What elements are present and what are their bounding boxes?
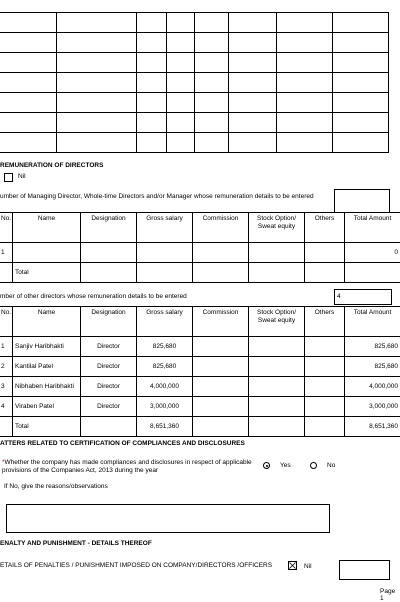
cell-stock: [249, 377, 305, 397]
check-x-icon: [289, 562, 296, 569]
table-cell: [277, 73, 333, 93]
table-cell: [167, 113, 195, 133]
table-cell: [333, 133, 389, 153]
column-header: Total Amount: [345, 213, 400, 243]
table-cell: [137, 13, 167, 33]
md-prompt: umber of Managing Director, Whole-time Directors and/or Manager whose remuneration details to be entered: [0, 193, 314, 200]
cell-designation: Director: [81, 377, 137, 397]
cell-gross: 825,680: [137, 357, 193, 377]
table-cell: [277, 33, 333, 53]
table-cell: [57, 133, 137, 153]
cell-stock: [249, 243, 305, 263]
required-marker: *: [2, 459, 5, 466]
table-row: [0, 53, 389, 73]
cell-commission: [193, 243, 249, 263]
table-cell: [249, 417, 305, 437]
table-row: [0, 337, 400, 357]
other-count-field[interactable]: 4: [334, 289, 392, 305]
cell-name: Nibhaben Haribhakti: [13, 377, 81, 397]
table-cell: [137, 73, 167, 93]
cell-gross: 4,000,000: [137, 377, 193, 397]
column-header: Name: [13, 213, 81, 243]
table-cell: [57, 53, 137, 73]
cell-no: 4: [0, 397, 13, 417]
table-cell: [229, 133, 277, 153]
md-remuneration-table: [0, 212, 400, 283]
table-row: [0, 243, 400, 263]
column-header: Designation: [81, 213, 137, 243]
cell-commission: [193, 377, 249, 397]
table-cell: [57, 93, 137, 113]
column-header: No.: [0, 307, 13, 337]
no-label: No: [327, 462, 335, 469]
cell-name: Sanjiv Haribhakti: [13, 337, 81, 357]
table-row: [0, 133, 389, 153]
cell-gross: 825,680: [137, 337, 193, 357]
total-cell: Total: [13, 417, 81, 437]
table-cell: [137, 133, 167, 153]
table-cell: [167, 133, 195, 153]
md-total-label: Total: [13, 263, 81, 283]
table-row: [0, 93, 389, 113]
table-row: [0, 13, 389, 33]
cell-designation: Director: [81, 337, 137, 357]
cell-no: 1: [0, 243, 13, 263]
table-cell: [167, 13, 195, 33]
compliance-question-text: Whether the company has made compliances and disclosures in respect of applicable provisions of the Companies Act, 2013 during the year: [2, 459, 252, 474]
column-header: Name: [13, 307, 81, 337]
table-cell: [57, 13, 137, 33]
table-cell: [0, 73, 57, 93]
penalty-nil-label: Nil: [304, 563, 312, 570]
cell-stock: [249, 337, 305, 357]
table-cell: [333, 53, 389, 73]
column-header: Commission: [193, 213, 249, 243]
nil-label: Nil: [18, 173, 26, 180]
other-remuneration-table: [0, 306, 400, 437]
table-cell: [195, 113, 229, 133]
table-row: [0, 357, 400, 377]
table-cell: [229, 13, 277, 33]
cell-others: [305, 337, 345, 357]
table-row: [0, 377, 400, 397]
table-cell: [277, 133, 333, 153]
cell-total: 3,000,000: [345, 397, 400, 417]
remuneration-heading: REMUNERATION OF DIRECTORS: [0, 162, 103, 169]
table-cell: [81, 417, 137, 437]
cell-total: 825,680: [345, 337, 400, 357]
page-number: Page 1: [380, 588, 400, 602]
total-cell: 8,651,360: [345, 417, 400, 437]
table-cell: [57, 113, 137, 133]
cell-commission: [193, 357, 249, 377]
cell-others: [305, 243, 345, 263]
table-cell: [167, 53, 195, 73]
column-header: Others: [305, 213, 345, 243]
yes-radio[interactable]: [263, 462, 270, 469]
cell-others: [305, 377, 345, 397]
cell-commission: [193, 337, 249, 357]
table-cell: [229, 53, 277, 73]
table-cell: [195, 133, 229, 153]
cell-total: 825,680: [345, 357, 400, 377]
cell-no: 2: [0, 357, 13, 377]
table-row: [0, 397, 400, 417]
cell-name: [13, 243, 81, 263]
nil-checkbox[interactable]: [4, 173, 13, 182]
table-cell: [193, 417, 249, 437]
cell-no: 3: [0, 377, 13, 397]
cell-total: 0: [345, 243, 400, 263]
reasons-label: If No, give the reasons/observations: [4, 483, 108, 490]
table-cell: [229, 93, 277, 113]
column-header: Gross salary: [137, 213, 193, 243]
column-header: No.: [0, 213, 13, 243]
table-cell: [229, 73, 277, 93]
table-cell: [195, 93, 229, 113]
penalty-heading: ENALTY AND PUNISHMENT - DETAILS THEREOF: [0, 540, 152, 547]
compliance-heading: ATTERS RELATED TO CERTIFICATION OF COMPLIANCES AND DISCLOSURES: [0, 440, 245, 447]
penalty-nil-checkbox[interactable]: [288, 561, 297, 570]
column-header: Gross salary: [137, 307, 193, 337]
compliance-question: [2, 459, 258, 475]
cell-others: [305, 357, 345, 377]
table-cell: [137, 33, 167, 53]
table-cell: [137, 113, 167, 133]
table-cell: [0, 133, 57, 153]
table-cell: [137, 93, 167, 113]
table-cell: [305, 417, 345, 437]
penalty-value-field[interactable]: [339, 560, 390, 580]
top-table: [0, 12, 389, 153]
table-cell: [333, 33, 389, 53]
table-row: [0, 113, 389, 133]
column-header: Commission: [193, 307, 249, 337]
table-cell: [277, 13, 333, 33]
table-cell: [277, 93, 333, 113]
column-header: Total Amount: [345, 307, 400, 337]
cell-total: 4,000,000: [345, 377, 400, 397]
cell-gross: 3,000,000: [137, 397, 193, 417]
table-cell: [277, 53, 333, 73]
total-cell: 8,651,360: [137, 417, 193, 437]
cell-designation: [81, 243, 137, 263]
table-cell: [167, 93, 195, 113]
table-cell: [333, 13, 389, 33]
penalty-details-label: ETAILS OF PENALTIES / PUNISHMENT IMPOSED ON COMPANY/DIRECTORS /OFFICERS: [0, 562, 272, 569]
table-cell: [229, 113, 277, 133]
column-header: Stock Option/ Sweat equity: [249, 213, 305, 243]
other-total-row: [0, 417, 400, 437]
table-cell: [0, 13, 57, 33]
cell-stock: [249, 397, 305, 417]
table-cell: [0, 53, 57, 73]
cell-no: 1: [0, 337, 13, 357]
table-cell: [333, 93, 389, 113]
yes-label: Yes: [280, 462, 291, 469]
table-cell: [195, 53, 229, 73]
cell-stock: [249, 357, 305, 377]
cell-designation: Director: [81, 357, 137, 377]
table-cell: [195, 73, 229, 93]
cell-gross: [137, 243, 193, 263]
md-count-field[interactable]: [334, 189, 390, 213]
no-radio[interactable]: [310, 462, 317, 469]
table-cell: [0, 93, 57, 113]
table-cell: [195, 13, 229, 33]
other-prompt: mber of other directors whose remuneration details to be entered: [0, 293, 187, 300]
cell-commission: [193, 397, 249, 417]
table-cell: [137, 53, 167, 73]
column-header: Others: [305, 307, 345, 337]
table-cell: [0, 417, 13, 437]
table-cell: [0, 113, 57, 133]
table-cell: [333, 73, 389, 93]
table-row: [0, 33, 389, 53]
cell-name: Viraben Patel: [13, 397, 81, 417]
reasons-field[interactable]: [6, 504, 330, 533]
cell-others: [305, 397, 345, 417]
table-cell: [0, 33, 57, 53]
table-cell: [277, 113, 333, 133]
column-header: Designation: [81, 307, 137, 337]
table-cell: [57, 33, 137, 53]
cell-name: Kantilal Patel: [13, 357, 81, 377]
column-header: Stock Option/ Sweat equity: [249, 307, 305, 337]
table-cell: [229, 33, 277, 53]
md-total-row: [0, 263, 400, 283]
table-cell: [167, 33, 195, 53]
table-row: [0, 73, 389, 93]
cell-designation: Director: [81, 397, 137, 417]
table-cell: [167, 73, 195, 93]
table-cell: [333, 113, 389, 133]
table-cell: [195, 33, 229, 53]
table-cell: [57, 73, 137, 93]
